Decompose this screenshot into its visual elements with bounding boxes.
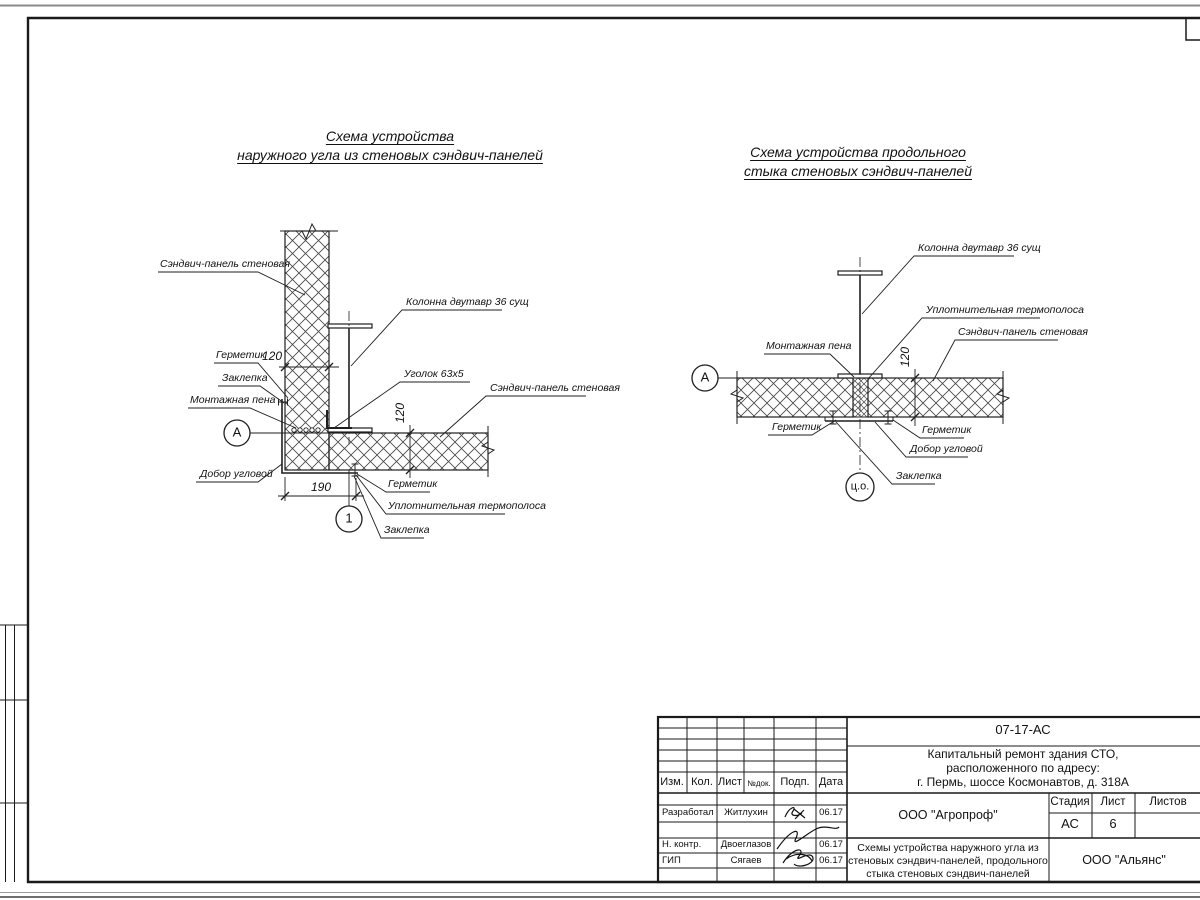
node-label-a: А: [700, 369, 710, 385]
label-thermo-strip: Уплотнительная термополоса: [926, 304, 1084, 316]
label-sandwich-panel: Сэндвич-панель стеновая: [958, 326, 1088, 338]
right-diagram-title-line2: стыка стеновых сэндвич-панелей: [744, 163, 972, 179]
design-org: ООО "Агропроф": [898, 808, 998, 822]
signature-syagaev: [783, 850, 813, 866]
label-sealant-left: Герметик: [772, 421, 822, 433]
label-column: Колонна двутавр 36 сущ: [406, 296, 529, 308]
foam-bead: [292, 428, 320, 432]
date-developed-by: 06.17: [819, 807, 843, 818]
sheet-header: Лист: [1100, 796, 1126, 808]
document-number: 07-17-АС: [995, 722, 1051, 737]
filing-strip: [0, 625, 28, 882]
column-header-izm: Изм.: [660, 776, 684, 788]
node-label-1: 1: [345, 510, 353, 526]
role-norm-control: Н. контр.: [662, 839, 702, 850]
stage-value: АС: [1061, 816, 1079, 831]
label-rivet: Заклепка: [222, 372, 268, 384]
column-header-kol: Кол.: [691, 776, 713, 788]
node-label-a: А: [232, 424, 242, 440]
sheets-header: Листов: [1149, 796, 1187, 808]
label-corner-trim: Добор угловой: [910, 443, 983, 455]
dimension-120-thickness: 120: [898, 346, 913, 368]
dimension-190: 190: [310, 480, 332, 494]
column-header-data: Дата: [818, 776, 844, 788]
right-diagram-title-line1: Схема устройства продольного: [750, 144, 966, 160]
dimension-120-width: 120: [261, 349, 283, 363]
wall-panel-vertical: [285, 231, 329, 470]
label-rivet: Заклепка: [896, 470, 942, 482]
drawing-title-line1: Схемы устройства наружного угла из: [857, 842, 1039, 854]
label-sealant: Герметик: [216, 349, 266, 361]
label-sealant-2: Герметик: [388, 478, 438, 490]
project-name-line3: г. Пермь, шоссе Космонавтов, д. 318А: [917, 775, 1129, 789]
foam-joint: [853, 378, 868, 417]
date-gip: 06.17: [819, 855, 843, 866]
signature-zhitlukhin: [785, 808, 805, 819]
column-header-podp: Подп.: [780, 776, 810, 788]
project-name-line1: Капитальный ремонт здания СТО,: [927, 747, 1119, 761]
column-header-ndok: №док.: [747, 779, 771, 788]
stage-header: Стадия: [1050, 796, 1090, 808]
label-foam: Монтажная пена: [766, 340, 852, 352]
drawing-title-line2: стеновых сэндвич-панелей, продольного: [848, 855, 1048, 867]
sheet-number: 6: [1109, 816, 1117, 831]
role-developed-by: Разработал: [662, 807, 714, 818]
label-sealant-right: Герметик: [922, 424, 972, 436]
label-sandwich-panel: Сэндвич-панель стеновая: [160, 258, 290, 270]
name-gip: Сягаев: [730, 855, 762, 866]
column-header-list: Лист: [718, 776, 742, 788]
label-corner-trim: Добор угловой: [200, 468, 273, 480]
label-column: Колонна двутавр 36 сущ: [918, 242, 1041, 254]
label-thermo-strip: Уплотнительная термополоса: [388, 500, 546, 512]
date-norm-control: 06.17: [819, 839, 843, 850]
label-foam: Монтажная пена: [190, 394, 276, 406]
right-diagram-joint-detail: [692, 256, 1058, 501]
dimension-120-thickness: 120: [393, 402, 408, 424]
label-sandwich-panel-2: Сэндвич-панель стеновая: [490, 382, 620, 394]
project-name-line2: расположенного по адресу:: [946, 761, 1100, 775]
left-diagram-title-line1: Схема устройства: [325, 128, 455, 144]
drawing-title-line3: стыка стеновых сэндвич-панелей: [866, 868, 1030, 880]
left-diagram-title-line2: наружного угла из стеновых сэндвич-панелей: [237, 147, 543, 163]
i-beam-column: [328, 324, 372, 432]
name-norm-control: Двоеглазов: [720, 839, 772, 850]
label-rivet-2: Заклепка: [384, 524, 430, 536]
name-developed-by: Житлухин: [724, 807, 768, 818]
label-angle: Уголок 63х5: [404, 368, 464, 380]
role-gip: ГИП: [662, 855, 681, 866]
contractor-org: ООО "Альянс": [1082, 853, 1166, 867]
node-label-center-axis: ц.о.: [850, 480, 870, 493]
